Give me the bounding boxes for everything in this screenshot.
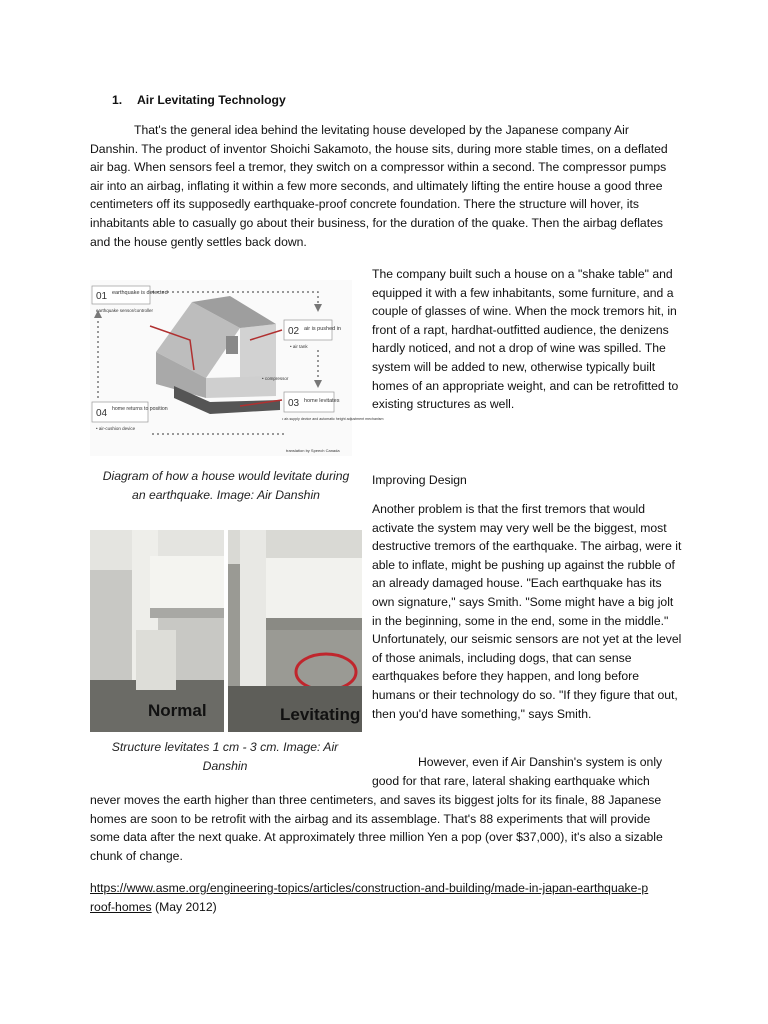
diagram-graphic [90,280,384,456]
step1-label: earthquake is detected [112,290,168,296]
step2-label: air is pushed in [304,326,341,332]
diagram-caption: Diagram of how a house would levitate during an earthquake. Image: Air Danshin [102,469,350,502]
step3-label: home levitates [304,398,340,404]
photo-normal-label: Normal [148,701,207,720]
source-link[interactable]: https://www.asme.org/engineering-topics/articles/construction-and-building/made-in-japan-earthquake-proof-homes [90,881,649,914]
step2-sub: • air tank [290,344,308,349]
source-reference [90,879,650,916]
section-title: Air Levitating Technology [137,93,286,107]
step4-label: home returns to position [112,406,168,412]
step2-number: 02 [288,326,300,337]
step4-sub: • air-cushion device [96,426,136,431]
photo-levitating-label: Levitating [280,705,361,724]
diagram-credit: translation by Speech Canada [286,448,340,453]
intro-paragraph: That's the general idea behind the levitating house developed by the Japanese company Air Danshin. The product of inventor Shoichi Sakamoto, the house sits, during more stable times, on a deflated air bag. When sensors feel a tremor, they switch on a compressor within a second. The compressor pumps air into an airbag, inflating it within a few more seconds, and ultimately lifting the entire house a good three centimeters off its supposedly earthquake-proof concrete foundation. There the structure will hover, its inhabitants able to casually go about their business, for the duration of the quake. Then the airbag deflates and the house gently settles back down. [90,123,668,249]
photo-caption: Structure levitates 1 cm - 3 cm. Image: Air Danshin [111,740,339,773]
photo-graphic [90,530,362,732]
compressor-label: • compressor [262,376,289,381]
however-line-2: good for that rare, lateral shaking earthquake which [372,774,650,788]
however-line-1: However, even if Air Danshin's system is only [418,755,663,769]
step3-number: 03 [288,398,300,409]
design-paragraph: Another problem is that the first tremors that would activate the system may very well be the biggest, most destructive tremors of the earthquake. The airbag, were it able to inflate, might be pushing up against the rubble of an already damaged house. "Each earthquake has its own signature," says Smith. "Some might have a big jolt in the beginning, some in the end, some in the middle." Unfortunately, our seismic sensors are not yet at the level of those animals, including dogs, that can sense earthquakes before they happen, and long before humans or their technology do so. "If they figure that out, then you'd have something," says Smith. [372,502,682,721]
step4-number: 04 [96,408,108,419]
section-heading [112,93,286,107]
source-date: (May 2012) [151,899,217,914]
bottom-paragraph: never moves the earth higher than three centimeters, and saves its biggest jolts for its finale, 88 Japanese homes are soon to be retrofit with the airbag and its assemblage. That's 88 experiments that will provide some data after the next quake. At approximately three million Yen a pop (over $37,000), it's also a sizable chunk of change. [90,793,663,863]
levitation-photo [90,530,362,732]
levitation-diagram [90,280,384,456]
step1-number: 01 [96,291,108,302]
shake-table-paragraph: The company built such a house on a "shake table" and equipped it with a few inhabitants, some furniture, and a couple of glasses of wine. When the mock tremors hit, in front of a rapt, hardhat-outfitted audience, the denizens hardly noticed, and not a drop of wine was spilled. The system will be added to new, otherwise typically built homes of an appropriate weight, and can be retrofitted to existing structures as well. [372,267,679,412]
section-number: 1. [112,93,123,107]
improving-design-heading: Improving Design [372,473,467,487]
step3-sub: • air-supply device and automatic height adjustment mechanism [282,417,384,421]
step1-sub: earthquake sensor/controller [96,308,154,313]
